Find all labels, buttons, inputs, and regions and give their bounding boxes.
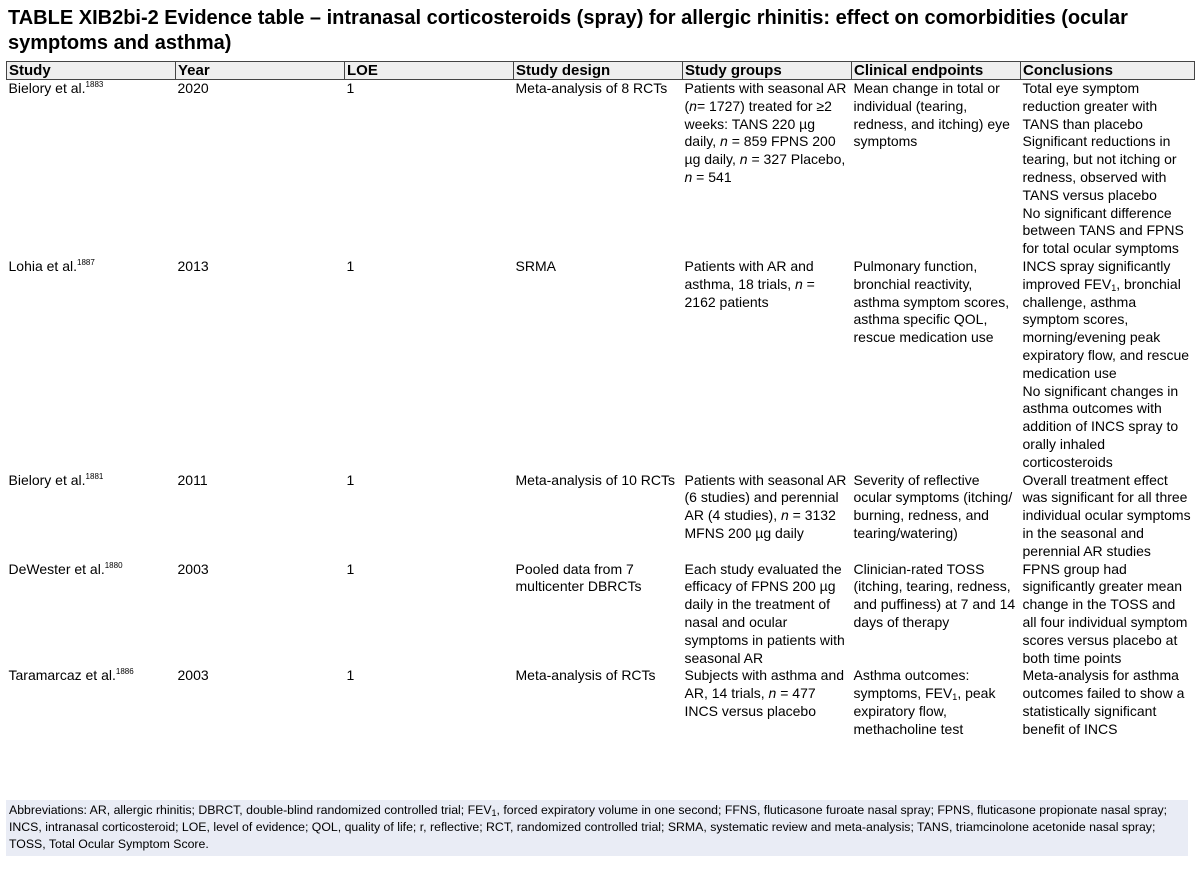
cell-clinical-endpoints: Pulmonary function, bronchial reactivity, asthma symptom scores, asthma specific QOL, rescue medication use	[853, 257, 1010, 346]
column-header-clinical-endpoints: Clinical endpoints	[852, 62, 1021, 80]
column-header-study: Study	[7, 62, 176, 80]
cell-study	[7, 667, 176, 738]
cell-study-design: Meta-analysis of RCTs	[515, 667, 656, 684]
cell-study-design: Pooled data from 7 multicenter DBRCTs	[515, 560, 642, 595]
cell-loe: 1	[346, 80, 355, 96]
cell-year: 2020	[177, 80, 209, 96]
table-row	[7, 80, 1195, 258]
cell-year: 2003	[177, 560, 209, 577]
table-header-row	[7, 62, 1195, 80]
cell-study	[7, 258, 176, 472]
study-name: Taramarcaz et al.	[8, 667, 116, 684]
column-header-year: Year	[176, 62, 345, 80]
cell-study-groups: Each study evaluated the efficacy of FPNS 200 µg daily in the treatment of nasal and ocular symptoms in patients with seasonal AR	[684, 560, 845, 666]
cell-year: 2003	[177, 667, 209, 684]
cell-conclusions: Overall treatment effect was significant for all three individual ocular symptoms in the seasonal and perennial AR studies	[1022, 471, 1191, 559]
reference-number: 1880	[104, 560, 123, 570]
cell-study	[7, 472, 176, 561]
column-header-study-design: Study design	[514, 62, 683, 80]
column-header-conclusions: Conclusions	[1021, 62, 1195, 80]
cell-study-groups: Subjects with asthma and AR, 14 trials, n = 477 INCS versus placebo	[684, 667, 845, 719]
cell-study-design: SRMA	[515, 257, 556, 274]
study-name: DeWester et al.	[8, 560, 105, 577]
cell-study-design: Meta-analysis of 8 RCTs	[515, 80, 668, 96]
cell-loe: 1	[346, 471, 355, 488]
cell-study-groups: Patients with AR and asthma, 18 trials, n = 2162 patients	[684, 257, 815, 310]
cell-study-groups: Patients with seasonal AR (n= 1727) treated for ≥2 weeks: TANS 220 µg daily, n = 859 FPNS 200 µg daily, n = 327 Placebo, n = 541	[684, 80, 847, 185]
abbreviations-footnote: Abbreviations: AR, allergic rhinitis; DBRCT, double-blind randomized controlled trial; $FEV_1$, forced expiratory volume in one second; FFNS, fluticasone furoate nasal spray; FPNS, fluticasone propionate nasal spray; INCS, intranasal corticosteroid; LOE, level of evidence; QOL, quality of life; r, reflective; RCT, randomized controlled trial; SRMA, systematic review and meta-analysis; TANS, triamcinolone acetonide nasal spray; TOSS, Total Ocular Symptom Score.	[6, 800, 1188, 856]
cell-study	[7, 80, 176, 258]
study-name: Bielory et al.	[8, 471, 86, 488]
cell-clinical-endpoints: Severity of reflective ocular symptoms (itching/ burning, redness, and tearing/watering)	[853, 471, 1013, 541]
cell-study-groups: Patients with seasonal AR (6 studies) and perennial AR (4 studies), n = 3132 MFNS 200 µg daily	[684, 471, 847, 541]
study-name: Bielory et al.	[8, 80, 86, 96]
study-name: Lohia et al.	[8, 257, 77, 274]
reference-number: 1887	[77, 257, 95, 267]
cell-clinical-endpoints: Asthma outcomes: symptoms, $FEV_1$, peak expiratory flow, methacholine test	[853, 667, 996, 737]
reference-number: 1883	[85, 80, 104, 89]
table-row	[7, 667, 1195, 738]
cell-conclusions: FPNS group had significantly greater mean change in the TOSS and all four individual symptom scores versus placebo at both time points	[1022, 560, 1188, 666]
reference-number: 1886	[115, 667, 134, 677]
cell-loe: 1	[346, 667, 355, 684]
table-row	[7, 472, 1195, 561]
cell-study-design: Meta-analysis of 10 RCTs	[515, 471, 676, 488]
table-row	[7, 561, 1195, 668]
column-header-loe: LOE	[345, 62, 514, 80]
table-title: TABLE XIB2bi-2 Evidence table – intranasal corticosteroids (spray) for allergic rhinitis: effect on comorbidities (ocular symptoms and asthma)	[8, 7, 1128, 54]
reference-number: 1881	[85, 471, 104, 481]
cell-year: 2011	[177, 471, 208, 488]
cell-conclusions: INCS spray significantly improved $FEV_1$, bronchial challenge, asthma symptom scores, morning/evening peak expiratory flow, and rescue medication use No significant changes in asthma outcomes with addition of INCS spray to orally inhaled corticosteroids	[1022, 257, 1190, 470]
cell-loe: 1	[346, 257, 355, 274]
cell-conclusions: Meta-analysis for asthma outcomes failed to show a statistically significant benefit of INCS	[1022, 667, 1185, 737]
cell-clinical-endpoints: Clinician-rated TOSS (itching, tearing, redness, and puffiness) at 7 and 14 days of therapy	[853, 560, 1016, 630]
cell-loe: 1	[346, 560, 355, 577]
column-header-study-groups: Study groups	[683, 62, 852, 80]
cell-year: 2013	[177, 257, 209, 274]
cell-clinical-endpoints: Mean change in total or individual (tearing, redness, and itching) eye symptoms	[853, 80, 1010, 150]
cell-conclusions: Total eye symptom reduction greater with TANS than placebo Significant reductions in tearing, but not itching or redness, observed with TANS versus placebo No significant difference between TANS and FPNS for total ocular symptoms	[1022, 80, 1184, 257]
table-row	[7, 258, 1195, 472]
evidence-table	[6, 61, 1195, 738]
cell-study	[7, 561, 176, 668]
